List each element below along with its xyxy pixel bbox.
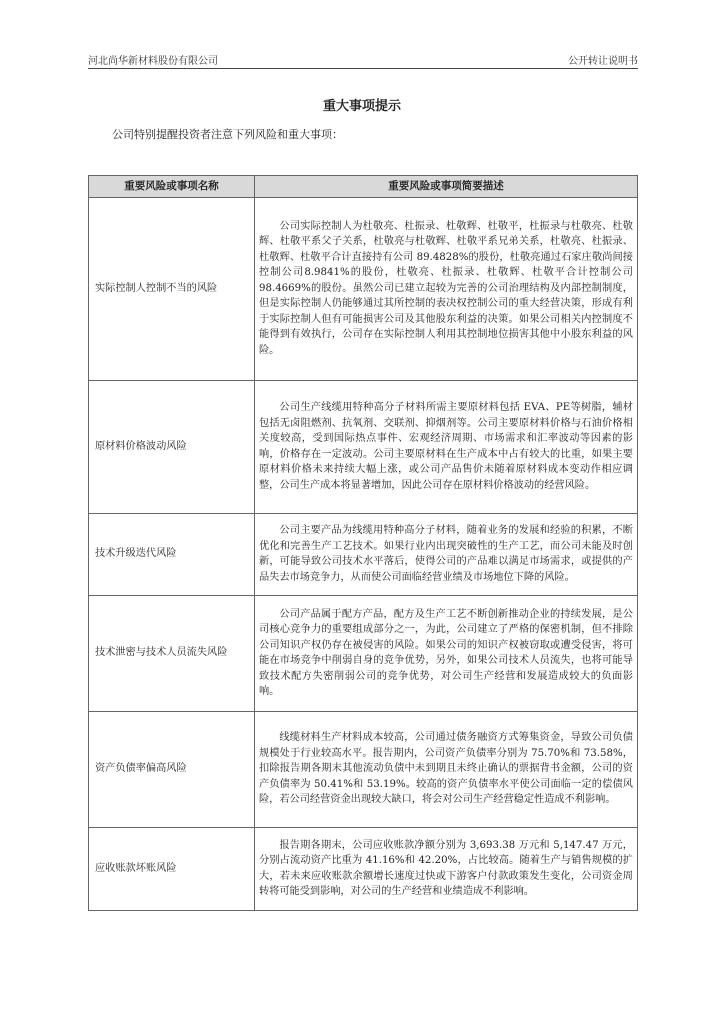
risk-description: 报告期各期末，公司应收账款净额分别为 3,693.38 万元和 5,147.47 万元，分别占流动资产比重为 41.16%和 42.20%，占比较高。随着生产与销售规模的扩大，若未来应收账款余额增长速度过快或下游客户付款政策发生变化，公司资金周转将可能受到影响，对公司的生产经营和业绩造成不利影响。 (255, 828, 638, 911)
risk-description: 公司生产线缆用特种高分子材料所需主要原材料包括 EVA、PE等树脂，辅材包括无卤阻燃剂、抗氧剂、交联剂、抑烟剂等。公司主要原材料价格与石油价格相关度较高，受到国际热点事件、宏观经济周期、市场需求和汇率波动等因素的影响，价格存在一定波动。公司主要原材料在生产成本中占有较大的比重，如果主要原材料价格未来持续大幅上涨，或公司产品售价未随着原材料成本变动作相应调整，公司生产成本将显著增加，因此公司存在原材料价格波动的经营风险。 (255, 381, 638, 514)
risk-name: 应收账款坏账风险 (89, 828, 255, 911)
header-document-type: 公开转让说明书 (568, 56, 638, 67)
page-header (88, 52, 638, 69)
risk-name: 原材料价格波动风险 (89, 381, 255, 514)
column-header-description: 重要风险或事项简要描述 (255, 176, 638, 198)
intro-text: 公司特别提醒投资者注意下列风险和重大事项： (112, 128, 343, 141)
table-row (89, 596, 638, 712)
table-header-row (89, 176, 638, 198)
page-title: 重大事项提示 (322, 99, 401, 114)
header-company-name: 河北尚华新材料股份有限公司 (88, 56, 218, 67)
table-row (89, 381, 638, 514)
risk-description: 线缆材料生产材料成本较高，公司通过债务融资方式筹集资金，导致公司负债规模处于行业较高水平。报告期内，公司资产负债率分别为 75.70%和 73.58%，扣除报告期各期末其他流动负债中未到期且未终止确认的票据背书金额，公司的资产负债率为 50.41%和 53.19%。较高的资产负债率水平使公司面临一定的偿债风险，若公司经营资金出现较大缺口，将会对公司生产经营稳定性造成不利影响。 (255, 712, 638, 828)
risk-description: 公司实际控制人为杜敬亮、杜振录、杜敬辉、杜敬平，杜振录与杜敬亮、杜敬辉、杜敬平系父子关系，杜敬亮与杜敬辉、杜敬平系兄弟关系，杜敬亮、杜振录、杜敬辉、杜敬平合计直接持有公司 89.4828%的股份，杜敬亮通过石家庄敬尚间接控制公司8.9841%的股份，杜敬亮、杜振录、杜敬辉、杜敬平合计控制公司98.4669%的股份。虽然公司已建立起较为完善的公司治理结构及内部控制制度，但是实际控制人仍能够通过其所控制的表决权控制公司的重大经营决策，形成有利于实际控制人但有可能损害公司及其他股东利益的决策。如果公司相关内控制度不能得到有效执行，公司存在实际控制人利用其控制地位损害其他中小股东利益的风险。 (255, 198, 638, 381)
risk-name: 技术升级迭代风险 (89, 514, 255, 596)
column-header-name: 重要风险或事项名称 (89, 176, 255, 198)
risk-name: 资产负债率偏高风险 (89, 712, 255, 828)
risk-name: 实际控制人控制不当的风险 (89, 198, 255, 381)
risk-description: 公司产品属于配方产品，配方及生产工艺不断创新推动企业的持续发展，是公司核心竞争力的重要组成部分之一，为此，公司建立了严格的保密机制，但不排除公司知识产权仍存在被侵害的风险。如果公司的知识产权被窃取或遭受侵害，将可能在市场竞争中削弱自身的竞争优势，另外，如果公司技术人员流失，也将可能导致技术配方失密削弱公司的竞争优势，对公司生产经营和发展造成较大的负面影响。 (255, 596, 638, 712)
table-row (89, 198, 638, 381)
table-row (89, 828, 638, 911)
risk-table (88, 175, 638, 911)
table-row (89, 514, 638, 596)
risk-description: 公司主要产品为线缆用特种高分子材料，随着业务的发展和经验的积累，不断优化和完善生产工艺技术。如果行业内出现突破性的生产工艺，而公司未能及时创新，可能导致公司技术水平落后，使得公司的产品难以满足市场需求，或提供的产品失去市场竞争力，从而使公司面临经营业绩及市场地位下降的风险。 (255, 514, 638, 596)
table-row (89, 712, 638, 828)
risk-name: 技术泄密与技术人员流失风险 (89, 596, 255, 712)
